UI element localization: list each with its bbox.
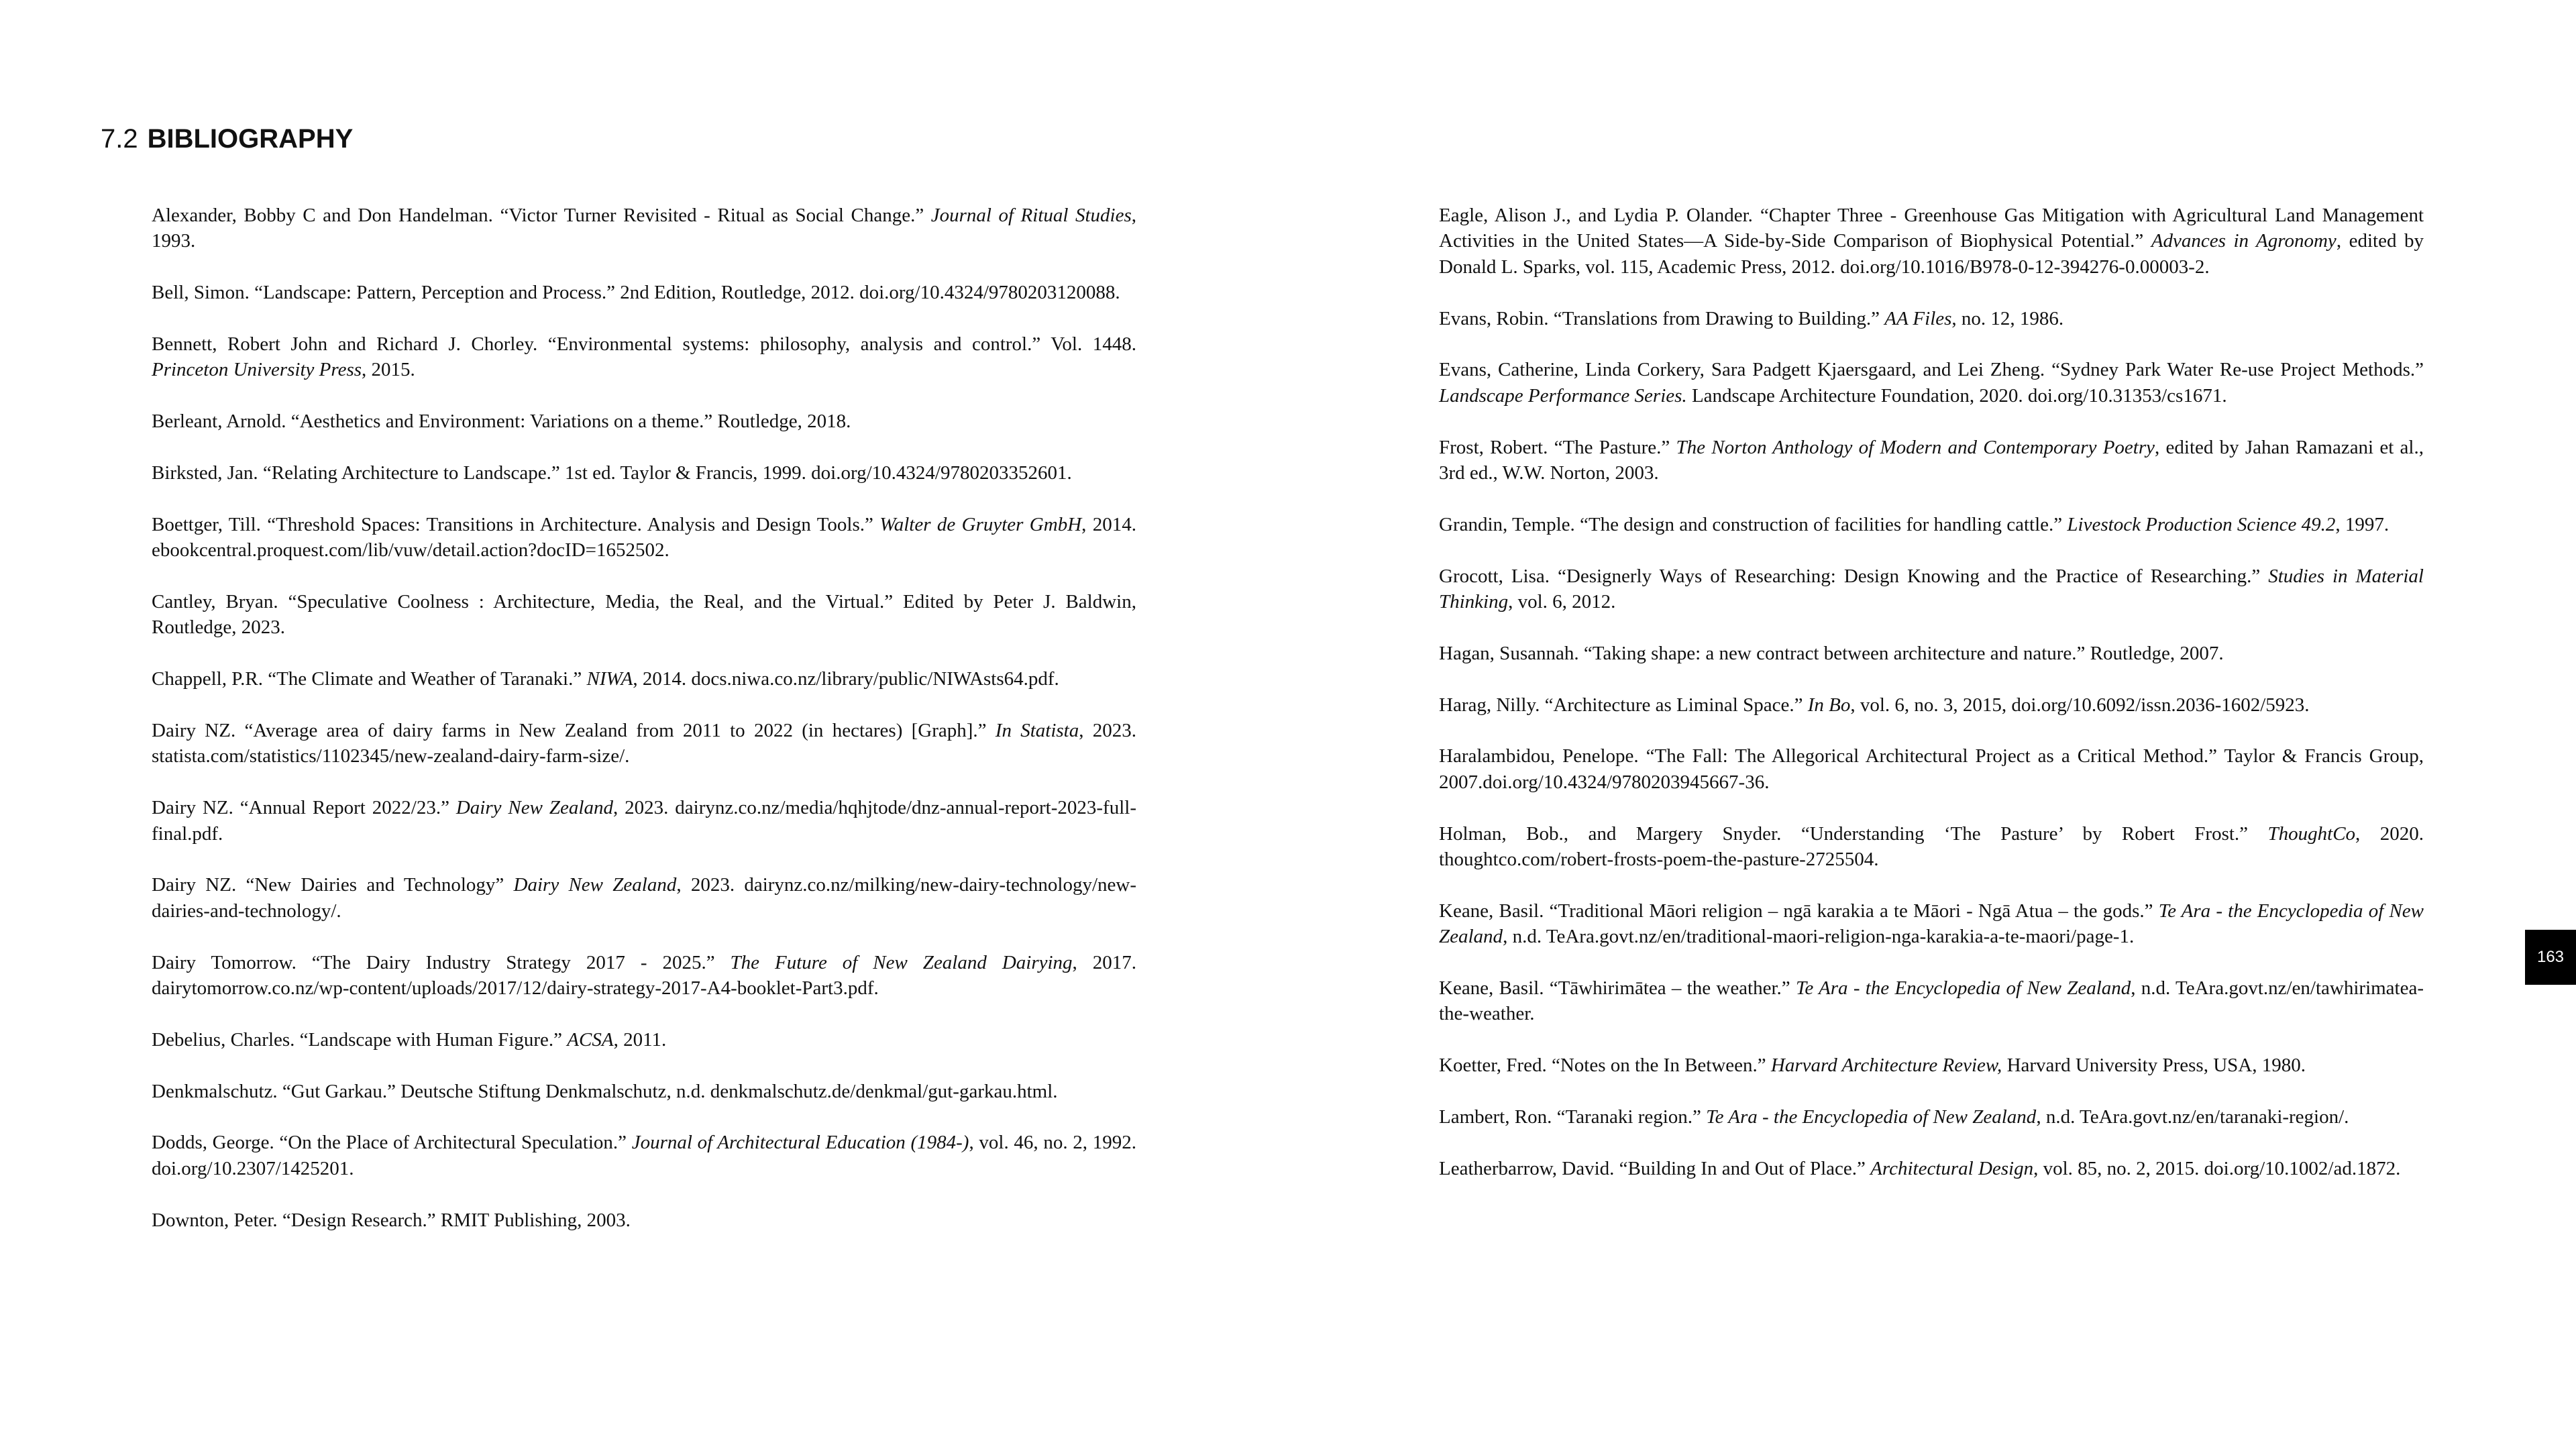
entry-source-title: Architectural Design bbox=[1870, 1157, 2034, 1179]
entry-text: Bennett, Robert John and Richard J. Chorley. “Environmental systems: philosophy, analysis and control.” Vol. 1448. bbox=[152, 333, 1136, 355]
entry-source-title: Walter de Gruyter GmbH bbox=[879, 513, 1082, 535]
bibliography-right-column bbox=[1439, 203, 2424, 1208]
entry-details: , 2014. ebookcentral.proquest.com/lib/vuw/detail.action?docID=1652502. bbox=[152, 513, 1137, 561]
entry-text: Evans, Catherine, Linda Corkery, Sara Padgett Kjaersgaard, and Lei Zheng. “Sydney Park Water Re-use Project Methods.” bbox=[1439, 359, 2424, 381]
bibliography-entry bbox=[152, 718, 1136, 769]
bibliography-entry bbox=[152, 589, 1136, 641]
entry-text: Holman, Bob., and Margery Snyder. “Understanding ‘The Pasture’ by Robert Frost.” bbox=[1439, 822, 2268, 845]
entry-text: Leatherbarrow, David. “Building In and Out of Place.” bbox=[1439, 1157, 1871, 1179]
entry-details: , n.d. TeAra.govt.nz/en/taranaki-region/. bbox=[2036, 1106, 2349, 1128]
entry-source-title: Livestock Production Science 49.2 bbox=[2067, 513, 2336, 535]
entry-source-title: Te Ara - the Encyclopedia of New Zealand bbox=[1706, 1106, 2037, 1128]
entry-details: Landscape Architecture Foundation, 2020. doi.org/10.31353/cs1671. bbox=[1686, 384, 2227, 407]
entry-details: , 2023. dairynz.co.nz/milking/new-dairy-technology/new-dairies-and-technology/. bbox=[152, 874, 1136, 922]
entry-details: , n.d. TeAra.govt.nz/en/tawhirimatea-the-weather. bbox=[1439, 977, 2424, 1025]
bibliography-entry bbox=[1439, 898, 2424, 950]
entry-details: , no. 12, 1986. bbox=[1951, 307, 2064, 329]
entry-details: , vol. 85, no. 2, 2015. doi.org/10.1002/ad.1872. bbox=[2033, 1157, 2401, 1179]
entry-text: Dairy NZ. “Annual Report 2022/23.” bbox=[152, 797, 456, 819]
section-heading bbox=[101, 120, 353, 158]
entry-text: Haralambidou, Penelope. “The Fall: The Allegorical Architectural Project as a Critical Method.” Taylor & Francis Group, 2007.doi.org/10.4324/9780203945667-36. bbox=[1439, 745, 2424, 793]
bibliography-entry bbox=[152, 331, 1136, 383]
bibliography-entry bbox=[1439, 564, 2424, 615]
bibliography-entry bbox=[152, 1130, 1136, 1181]
entry-text: Koetter, Fred. “Notes on the In Between.” bbox=[1439, 1055, 1771, 1077]
entry-text: Evans, Robin. “Translations from Drawing to Building.” bbox=[1439, 307, 1885, 329]
entry-text: Grandin, Temple. “The design and construction of facilities for handling cattle.” bbox=[1439, 513, 2068, 535]
bibliography-entry bbox=[152, 950, 1136, 1002]
entry-details: , 2023. statista.com/statistics/1102345/new-zealand-dairy-farm-size/. bbox=[152, 720, 1137, 767]
entry-source-title: In Statista bbox=[995, 720, 1079, 741]
page-number-tab bbox=[2525, 930, 2576, 985]
bibliography-entry bbox=[152, 280, 1136, 305]
bibliography-entry bbox=[1439, 692, 2424, 718]
entry-source-title: Studies in Material Thinking bbox=[1439, 565, 2424, 613]
entry-text: Denkmalschutz. “Gut Garkau.” Deutsche Stiftung Denkmalschutz, n.d. denkmalschutz.de/denkmal/gut-garkau.html. bbox=[152, 1080, 1058, 1102]
bibliography-entry bbox=[1439, 821, 2424, 873]
entry-details: , edited by Jahan Ramazani et al., 3rd ed., W.W. Norton, 2003. bbox=[1439, 436, 2424, 484]
bibliography-entry bbox=[152, 795, 1136, 847]
entry-details: , 2011. bbox=[613, 1028, 667, 1051]
bibliography-entry bbox=[152, 409, 1136, 434]
bibliography-entry bbox=[1439, 435, 2424, 486]
entry-text: Debelius, Charles. “Landscape with Human Figure.” bbox=[152, 1028, 568, 1051]
bibliography-entry bbox=[152, 1208, 1136, 1233]
entry-details: , 1997. bbox=[2335, 513, 2390, 535]
entry-source-title: The Norton Anthology of Modern and Contemporary Poetry bbox=[1676, 436, 2155, 458]
entry-source-title: Landscape Performance Series. bbox=[1439, 384, 1687, 407]
entry-source-title: Journal of Ritual Studies bbox=[930, 205, 1132, 226]
entry-text: Berleant, Arnold. “Aesthetics and Environment: Variations on a theme.” Routledge, 2018. bbox=[152, 411, 851, 433]
section-number: 7.2 bbox=[101, 123, 138, 154]
entry-text: Dairy NZ. “New Dairies and Technology” bbox=[152, 874, 514, 896]
entry-details: , edited by Donald L. Sparks, vol. 115, Academic Press, 2012. doi.org/10.1016/B978-0-12-394276-0.00003-2. bbox=[1439, 230, 2424, 278]
page-number: 163 bbox=[2536, 948, 2565, 966]
entry-source-title: ThoughtCo bbox=[2267, 822, 2356, 845]
bibliography-entry bbox=[152, 1079, 1136, 1104]
entry-details: , 2023. dairynz.co.nz/media/hqhjtode/dnz-annual-report-2023-full-final.pdf. bbox=[152, 797, 1136, 845]
bibliography-entry bbox=[152, 872, 1136, 924]
entry-text: Dodds, George. “On the Place of Architectural Speculation.” bbox=[152, 1132, 632, 1154]
entry-details: Harvard University Press, USA, 1980. bbox=[2002, 1055, 2306, 1077]
bibliography-entry bbox=[152, 512, 1136, 564]
entry-source-title: Advances in Agronomy bbox=[2151, 230, 2337, 252]
entry-details: , 2014. docs.niwa.co.nz/library/public/NIWAsts64.pdf. bbox=[633, 668, 1059, 690]
entry-source-title: Harvard Architecture Review, bbox=[1770, 1055, 2002, 1077]
bibliography-entry bbox=[1439, 512, 2424, 537]
entry-text: Eagle, Alison J., and Lydia P. Olander. “Chapter Three - Greenhouse Gas Mitigation with Agricultural Land Management Activities in the United States—A Side-by-Side Comparison of Biophysical Potential.” bbox=[1439, 205, 2424, 252]
entry-source-title: Te Ara - the Encyclopedia of New Zealand bbox=[1795, 977, 2131, 1000]
entry-source-title: NIWA bbox=[586, 668, 633, 690]
entry-text: Dairy NZ. “Average area of dairy farms in New Zealand from 2011 to 2022 (in hectares) [Graph].” bbox=[152, 720, 996, 741]
entry-text: Harag, Nilly. “Architecture as Liminal Space.” bbox=[1439, 694, 1808, 716]
entry-text: Boettger, Till. “Threshold Spaces: Transitions in Architecture. Analysis and Design Tools.” bbox=[152, 513, 880, 535]
entry-details: , 2020. thoughtco.com/robert-frosts-poem-the-pasture-2725504. bbox=[1439, 822, 2424, 871]
entry-text: Keane, Basil. “Traditional Māori religion – ngā karakia a te Māori - Ngā Atua – the gods.” bbox=[1439, 900, 2159, 922]
entry-source-title: ACSA bbox=[567, 1028, 614, 1051]
entry-source-title: The Future of New Zealand Dairying bbox=[730, 951, 1073, 973]
entry-text: Hagan, Susannah. “Taking shape: a new contract between architecture and nature.” Routledge, 2007. bbox=[1439, 642, 2224, 664]
bibliography-entry bbox=[1439, 357, 2424, 409]
bibliography-left-column bbox=[152, 203, 1136, 1258]
entry-text: Cantley, Bryan. “Speculative Coolness : Architecture, Media, the Real, and the Virtual.” Edited by Peter J. Baldwin, Routledge, 2023. bbox=[152, 591, 1136, 639]
entry-source-title: Te Ara - the Encyclopedia of New Zealand bbox=[1439, 900, 2424, 948]
entry-source-title: Dairy New Zealand bbox=[455, 797, 613, 819]
bibliography-entry bbox=[1439, 1156, 2424, 1181]
entry-source-title: In Bo bbox=[1807, 694, 1851, 716]
entry-details: , vol. 6, 2012. bbox=[1508, 591, 1616, 613]
bibliography-entry bbox=[1439, 975, 2424, 1027]
entry-source-title: AA Files bbox=[1884, 307, 1952, 329]
section-title: BIBLIOGRAPHY bbox=[147, 123, 354, 154]
entry-text: Grocott, Lisa. “Designerly Ways of Researching: Design Knowing and the Practice of Researching.” bbox=[1439, 565, 2269, 587]
bibliography-entry bbox=[152, 460, 1136, 486]
entry-source-title: Princeton University Press bbox=[152, 359, 362, 381]
entry-text: Frost, Robert. “The Pasture.” bbox=[1439, 436, 1676, 458]
bibliography-entry bbox=[152, 666, 1136, 692]
bibliography-entry bbox=[1439, 1104, 2424, 1130]
entry-text: Dairy Tomorrow. “The Dairy Industry Strategy 2017 - 2025.” bbox=[152, 951, 731, 973]
bibliography-entry bbox=[1439, 1053, 2424, 1078]
bibliography-entry bbox=[1439, 203, 2424, 280]
entry-details: , n.d. TeAra.govt.nz/en/traditional-maori-religion-nga-karakia-a-te-maori/page-1. bbox=[1503, 926, 2135, 948]
bibliography-entry bbox=[1439, 306, 2424, 331]
entry-text: Chappell, P.R. “The Climate and Weather of Taranaki.” bbox=[152, 668, 587, 690]
entry-text: Alexander, Bobby C and Don Handelman. “Victor Turner Revisited - Ritual as Social Change.” bbox=[152, 205, 931, 226]
entry-details: , 2017. dairytomorrow.co.nz/wp-content/uploads/2017/12/dairy-strategy-2017-A4-booklet-Part3.pdf. bbox=[152, 951, 1136, 1000]
bibliography-entry bbox=[152, 203, 1136, 254]
entry-source-title: Dairy New Zealand bbox=[513, 874, 677, 896]
entry-text: Bell, Simon. “Landscape: Pattern, Perception and Process.” 2nd Edition, Routledge, 2012. doi.org/10.4324/9780203120088. bbox=[152, 282, 1120, 304]
entry-text: Lambert, Ron. “Taranaki region.” bbox=[1439, 1106, 1707, 1128]
entry-details: , vol. 46, no. 2, 1992. doi.org/10.2307/1425201. bbox=[152, 1132, 1136, 1179]
bibliography-entry bbox=[1439, 641, 2424, 666]
entry-text: Keane, Basil. “Tāwhirimātea – the weather.” bbox=[1439, 977, 1796, 1000]
entry-details: , 1993. bbox=[152, 205, 1136, 252]
entry-text: Birksted, Jan. “Relating Architecture to Landscape.” 1st ed. Taylor & Francis, 1999. doi.org/10.4324/9780203352601. bbox=[152, 462, 1072, 484]
entry-source-title: Journal of Architectural Education (1984-) bbox=[631, 1132, 969, 1154]
bibliography-entry bbox=[152, 1027, 1136, 1053]
entry-text: Downton, Peter. “Design Research.” RMIT Publishing, 2003. bbox=[152, 1209, 631, 1231]
entry-details: , vol. 6, no. 3, 2015, doi.org/10.6092/issn.2036-1602/5923. bbox=[1850, 694, 2310, 716]
entry-details: , 2015. bbox=[362, 359, 415, 381]
bibliography-entry bbox=[1439, 743, 2424, 795]
